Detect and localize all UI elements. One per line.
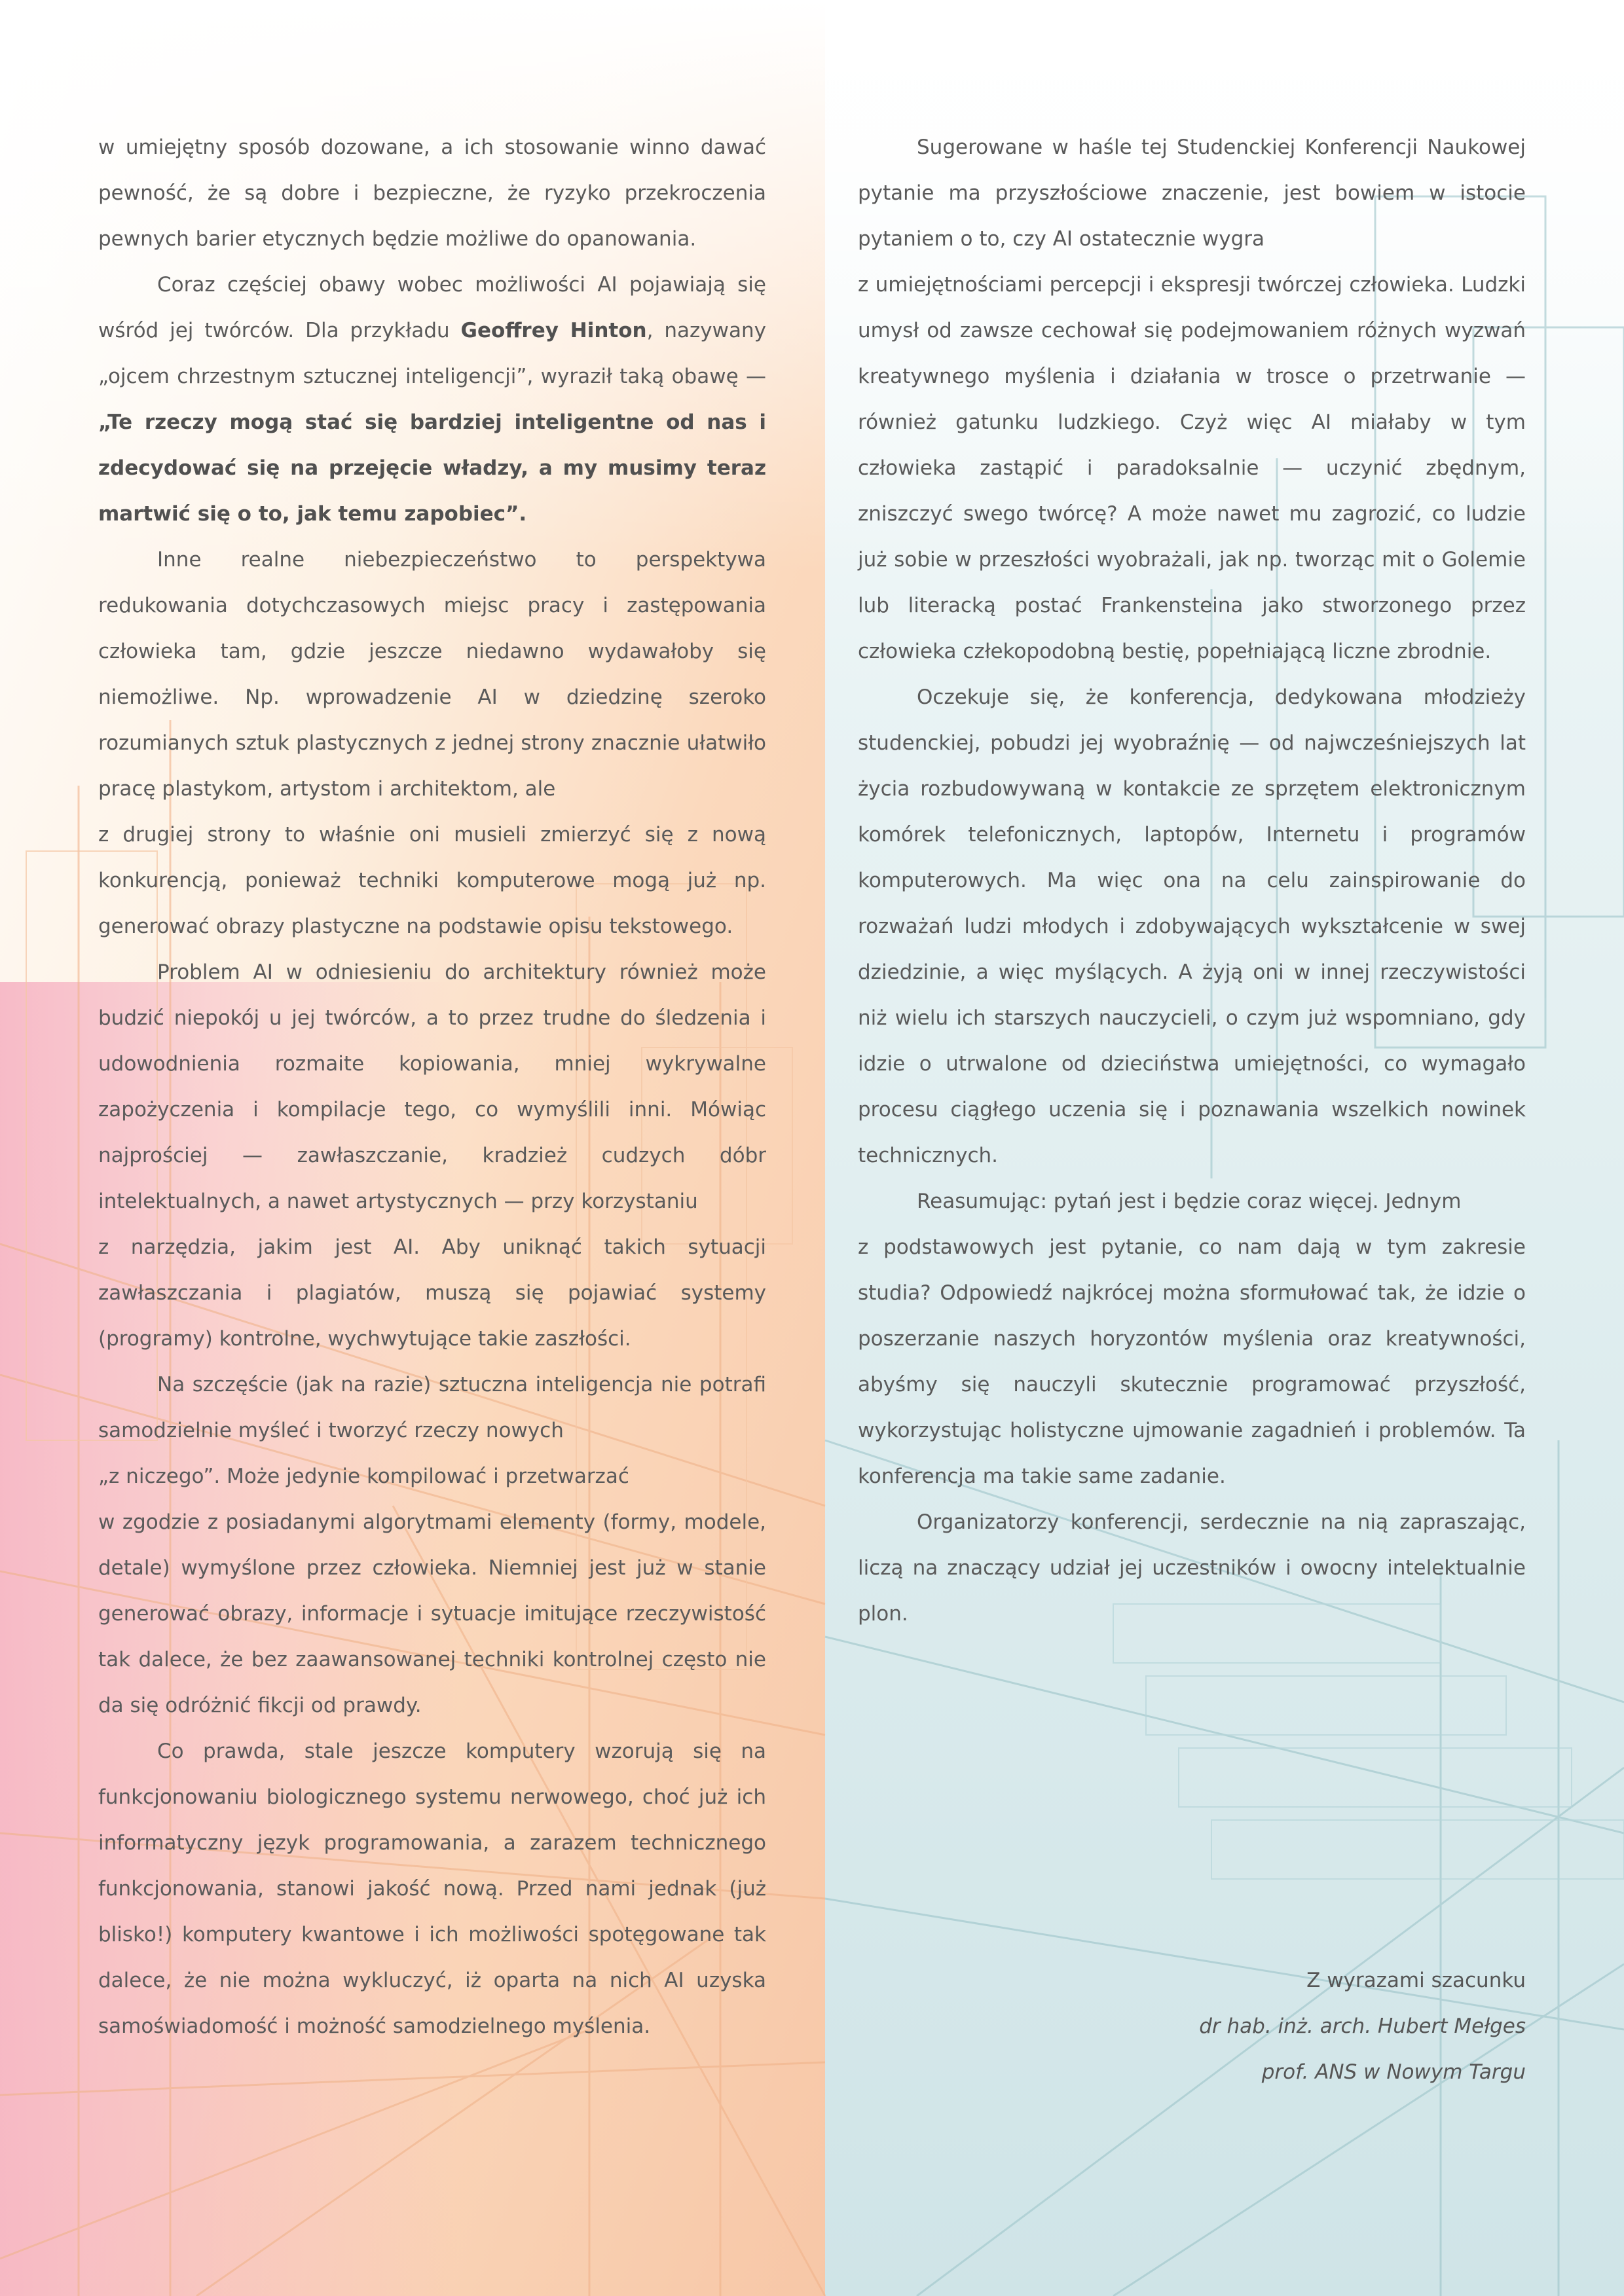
left-paragraph-4: Problem AI w odniesieniu do architektury również może budzić niepokój u jej twórców, a to przez trudne do śledzenia i udowodnienia rozmaite kopiowania, mniej wykrywalne zapożyczenia i kompilacje tego, co wymyślili inni. Mówiąc najprościej — zawłaszczanie, kradzież cudzych dóbr intelektualnych, a nawet artystycznych — przy korzystaniu	[98, 960, 766, 1213]
right-paragraph-3b: z podstawowych jest pytanie, co nam dają w tym zakresie studia? Odpowiedź najkrócej można sformułować tak, że idzie o poszerzanie naszych horyzontów myślenia oraz kreatywności, abyśmy się nauczyli skutecznie programować przyszłość, wykorzystując holistyczne ujmowanie zagadnień i problemów. Ta konferencja ma takie same zadanie.	[858, 1235, 1526, 1488]
signature-greeting: Z wyrazami szacunku	[1306, 1969, 1526, 1992]
right-paragraph-4: Organizatorzy konferencji, serdecznie na nią zapraszając, liczą na znaczący udział jej uczestników i owocny intelektualnie plon.	[858, 1510, 1526, 1626]
signature-block	[858, 1958, 1526, 2095]
right-paragraph-3: Reasumując: pytań jest i będzie coraz więcej. Jednym	[917, 1190, 1462, 1213]
left-paragraph-5c: w zgodzie z posiadanymi algorytmami elementy (formy, modele, detale) wymyślone przez człowieka. Niemniej jest już w stanie generować obrazy, informacje i sytuacje imitujące rzeczywistość tak dalece, że bez zaawansowanej techniki kontrolnej często nie da się odróżnić fikcji od prawdy.	[98, 1510, 766, 1717]
right-column	[858, 124, 1526, 1637]
left-paragraph-4b: z narzędzia, jakim jest AI. Aby uniknąć takich sytuacji zawłaszczania i plagiatów, muszą się pojawiać systemy (programy) kontrolne, wychwytujące takie zaszłości.	[98, 1235, 766, 1351]
right-paragraph-2: Oczekuje się, że konferencja, dedykowana młodzieży studenckiej, pobudzi jej wyobraźnię — od najwcześniejszych lat życia rozbudowywaną w kontakcie ze sprzętem elektronicznym komórek telefonicznych, laptopów, Internetu i programów komputerowych. Ma więc ona na celu zainspirowanie do rozważań ludzi młodych i zdobywających wykształcenie w swej dziedzinie, a więc myślących. A żyją oni w innej rzeczywistości niż wielu ich starszych nauczycieli, o czym już wspomniano, gdy idzie o utrwalone od dzieciństwa umiejętności, co wymagało procesu ciągłego uczenia się i poznawania wszelkich nowinek technicznych.	[858, 685, 1526, 1167]
hinton-quote: „Te rzeczy mogą stać się bardziej inteligentne od nas i zdecydować się na przejęcie władzy, a my musimy teraz martwić się o to, jak temu zapobiec”.	[98, 410, 766, 526]
left-paragraph-3: Inne realne niebezpieczeństwo to perspektywa redukowania dotychczasowych miejsc pracy i zastępowania człowieka tam, gdzie jeszcze niedawno wydawałoby się niemożliwe. Np. wprowadzenie AI w dziedzinę szeroko rozumianych sztuk plastycznych z jednej strony znacznie ułatwiło pracę plastykom, artystom i architektom, ale	[98, 548, 766, 801]
left-column	[98, 124, 766, 2049]
signature-title: prof. ANS w Nowym Targu	[1261, 2060, 1526, 2084]
left-paragraph-6: Co prawda, stale jeszcze komputery wzorują się na funkcjonowaniu biologicznego systemu nerwowego, choć już ich informatyczny język programowania, a zarazem technicznego funkcjonowania, stanowi jakość nową. Przed nami jednak (już blisko!) komputery kwantowe i ich możliwości spotęgowane tak dalece, że nie można wykluczyć, iż oparta na nich AI uzyska samoświadomość i możność samodzielnego myślenia.	[98, 1740, 766, 2038]
left-paragraph-3b: z drugiej strony to właśnie oni musieli zmierzyć się z nową konkurencją, ponieważ techniki komputerowe mogą już np. generować obrazy plastyczne na podstawie opisu tekstowego.	[98, 823, 766, 938]
right-paragraph-1: Sugerowane w haśle tej Studenckiej Konferencji Naukowej pytanie ma przyszłościowe znaczenie, jest bowiem w istocie pytaniem o to, czy AI ostatecznie wygra	[858, 136, 1526, 251]
hinton-name: Geoffrey Hinton	[460, 319, 647, 342]
left-paragraph-2: Coraz częściej obawy wobec możliwości AI pojawiają się wśród jej twórców. Dla przykładu Geoffrey Hinton, nazywany „ojcem chrzestnym sztucznej inteligencji”, wyraził taką obawę — „Te rzeczy mogą stać się bardziej inteligentne od nas i zdecydować się na przejęcie władzy, a my musimy teraz martwić się o to, jak temu zapobiec”.	[98, 273, 766, 526]
right-paragraph-1b: z umiejętnościami percepcji i ekspresji twórczej człowieka. Ludzki umysł od zawsze cechował się podejmowaniem różnych wyzwań kreatywnego myślenia i działania w trosce o przetrwanie — również gatunku ludzkiego. Czyż więc AI miałaby w tym człowieka zastąpić i paradoksalnie — uczynić zbędnym, zniszczyć swego twórcę? A może nawet mu zagrozić, co ludzie już sobie w przeszłości wyobrażali, jak np. tworząc mit o Golemie lub literacką postać Frankensteina jako stworzonego przez człowieka człekopodobną bestię, popełniającą liczne zbrodnie.	[858, 273, 1526, 663]
left-paragraph-1: w umiejętny sposób dozowane, a ich stosowanie winno dawać pewność, że są dobre i bezpieczne, że ryzyko przekroczenia pewnych barier etycznych będzie możliwe do opanowania.	[98, 136, 766, 251]
left-paragraph-5: Na szczęście (jak na razie) sztuczna inteligencja nie potrafi samodzielnie myśleć i tworzyć rzeczy nowych	[98, 1373, 766, 1442]
left-paragraph-5b: „z niczego”. Może jedynie kompilować i przetwarzać	[98, 1465, 629, 1488]
signature-author: dr hab. inż. arch. Hubert Mełges	[1199, 2014, 1526, 2038]
